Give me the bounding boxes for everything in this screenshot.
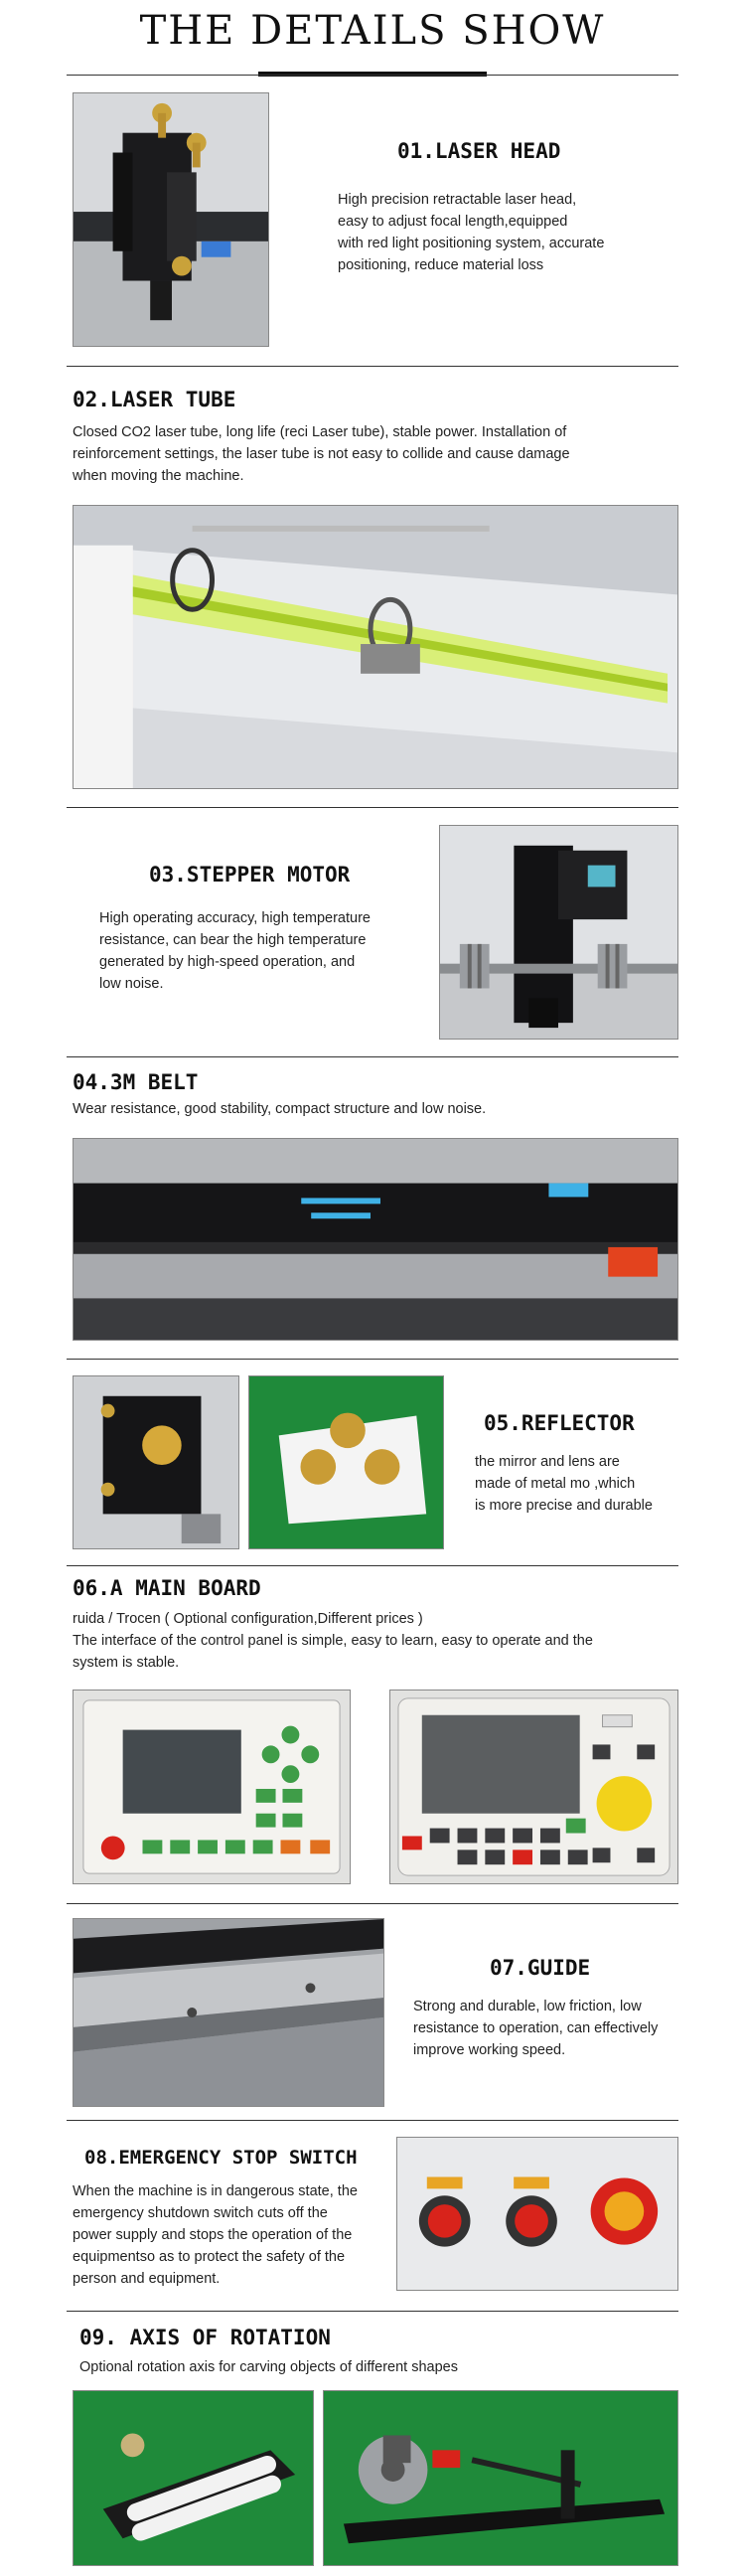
text-line: The interface of the control panel is simple, easy to learn, easy to operate and the bbox=[73, 1633, 593, 1649]
rotation-text bbox=[79, 2356, 458, 2378]
text-line: the mirror and lens are bbox=[475, 1454, 620, 1470]
text-line: easy to adjust focal length,equipped bbox=[338, 214, 568, 230]
main-board-title: 06.A MAIN BOARD bbox=[73, 1576, 261, 1600]
text-line: Closed CO2 laser tube, long life (reci Laser tube), stable power. Installation of bbox=[73, 424, 567, 440]
belt-title: 04.3M BELT bbox=[73, 1070, 199, 1094]
mirror-lenses-photo bbox=[248, 1375, 444, 1549]
text-line: reinforcement settings, the laser tube is not easy to collide and cause damage bbox=[73, 446, 570, 462]
emergency-title: 08.EMERGENCY STOP SWITCH bbox=[84, 2147, 358, 2169]
text-line: Wear resistance, good stability, compact structure and low noise. bbox=[73, 1101, 487, 1117]
rotation-title: 09. AXIS OF ROTATION bbox=[79, 2326, 331, 2349]
page-title: THE DETAILS SHOW bbox=[139, 8, 606, 54]
text-line: person and equipment. bbox=[73, 2271, 221, 2287]
text-line: with red light positioning system, accurate bbox=[338, 236, 605, 251]
divider bbox=[67, 807, 678, 808]
text-line: made of metal mo ,which bbox=[475, 1476, 636, 1492]
guide-text bbox=[413, 1996, 658, 2061]
text-line: resistance, can bear the high temperature bbox=[99, 932, 367, 948]
divider bbox=[67, 366, 678, 367]
text-line: system is stable. bbox=[73, 1655, 180, 1671]
divider bbox=[67, 75, 678, 76]
divider bbox=[67, 1359, 678, 1360]
divider bbox=[67, 1565, 678, 1566]
rotary-axis-photo bbox=[73, 2390, 314, 2566]
text-line: High operating accuracy, high temperature bbox=[99, 910, 371, 926]
laser-tube-photo bbox=[73, 505, 678, 789]
stepper-motor-photo bbox=[439, 825, 678, 1040]
text-line: High precision retractable laser head, bbox=[338, 192, 577, 208]
laser-head-text bbox=[338, 189, 604, 276]
divider bbox=[67, 2120, 678, 2121]
rotary-axis-photo bbox=[323, 2390, 678, 2566]
guide-rail-photo bbox=[73, 1918, 384, 2107]
text-line: When the machine is in dangerous state, the bbox=[73, 2183, 358, 2199]
divider bbox=[67, 1056, 678, 1057]
ruida-panel-photo bbox=[73, 1690, 351, 1884]
text-line: resistance to operation, can effectively bbox=[413, 2020, 659, 2036]
guide-title: 07.GUIDE bbox=[490, 1956, 591, 1980]
reflector-text bbox=[475, 1451, 653, 1517]
text-line: generated by high-speed operation, and bbox=[99, 954, 356, 970]
emergency-text bbox=[73, 2180, 358, 2290]
text-line: power supply and stops the operation of the bbox=[73, 2227, 353, 2243]
stepper-motor-text bbox=[99, 907, 371, 995]
text-line: when moving the machine. bbox=[73, 468, 244, 484]
text-line: Optional rotation axis for carving objects of different shapes bbox=[79, 2359, 458, 2375]
stop-switch-photo bbox=[396, 2137, 678, 2291]
text-line: is more precise and durable bbox=[475, 1498, 653, 1514]
text-line: Strong and durable, low friction, low bbox=[413, 1999, 642, 2014]
stepper-motor-title: 03.STEPPER MOTOR bbox=[149, 863, 351, 886]
belt-photo bbox=[73, 1138, 678, 1341]
text-line: low noise. bbox=[99, 976, 164, 992]
reflector-mount-photo bbox=[73, 1375, 239, 1549]
text-line: emergency shutdown switch cuts off the bbox=[73, 2205, 328, 2221]
text-line: positioning, reduce material loss bbox=[338, 257, 544, 273]
belt-text bbox=[73, 1098, 486, 1120]
laser-head-title: 01.LASER HEAD bbox=[397, 139, 561, 163]
trocen-panel-photo bbox=[389, 1690, 678, 1884]
main-board-text bbox=[73, 1608, 593, 1674]
text-line: ruida / Trocen ( Optional configuration,Different prices ) bbox=[73, 1611, 423, 1627]
divider bbox=[67, 2311, 678, 2312]
divider bbox=[67, 1903, 678, 1904]
text-line: equipmentso as to protect the safety of the bbox=[73, 2249, 346, 2265]
laser-tube-text bbox=[73, 421, 570, 487]
laser-tube-title: 02.LASER TUBE bbox=[73, 388, 236, 411]
reflector-title: 05.REFLECTOR bbox=[484, 1411, 635, 1435]
text-line: improve working speed. bbox=[413, 2042, 566, 2058]
laser-head-photo bbox=[73, 92, 269, 347]
